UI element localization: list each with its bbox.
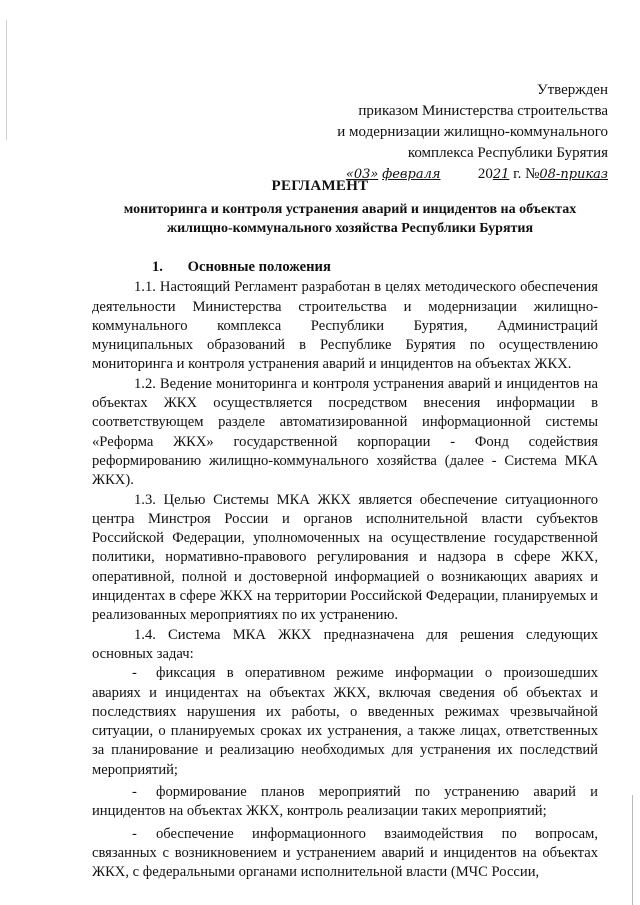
list-dash: -: [132, 825, 137, 842]
approval-line: приказом Министерства строительства: [358, 103, 608, 119]
approval-stamp-block: [337, 80, 608, 185]
paragraph: 1.2. Ведение мониторинга и контроля устранения аварий и инцидентов на объектах ЖКХ осуществляется посредством внесения информации в соответствующем разделе автоматизированной информационной системы «Реформа ЖКХ» государственной корпорации - Фонд содействия реформированию жилищно-коммунального хозяйства (далее - Система МКА ЖКХ).: [92, 375, 598, 489]
list-item-text: формирование планов мероприятий по устранению аварий и инцидентов на объектах ЖКХ, контроль реализации таких мероприятий;: [92, 784, 598, 820]
approval-date-day: «03»: [345, 167, 379, 182]
document-title: РЕГЛАМЕНТ: [271, 178, 369, 194]
approval-line: и модернизации жилищно-коммунального: [337, 124, 608, 140]
list-item: [92, 783, 598, 822]
scan-edge-mark: [632, 795, 633, 905]
document-subtitle-line: жилищно-коммунального хозяйства Республики Бурятия: [166, 221, 534, 236]
list-item-text: фиксация в оперативном режиме информации о произошедших авариях и инцидентах на объектах ЖКХ, включая сведения об объектах и последствиях нарушения их работы, о введенных режимах чрезвычайной ситуации, о планируемых сроках их устранения, а также лицах, ответственных за планирование и реализацию необходимых для устранения их последствий мероприятий;: [92, 665, 598, 778]
approval-line: комплекса Республики Бурятия: [407, 145, 608, 161]
paragraph: 1.1. Настоящий Регламент разработан в целях методического обеспечения деятельности Министерства строительства и модернизации жилищно-коммунального комплекса Республики Бурятия, Администраций муниципальных образований в Республике Бурятия по осуществлению мониторинга и контроля устранения аварий и инцидентов на объектах ЖКХ.: [92, 279, 598, 373]
list-item: [92, 825, 598, 883]
approval-line: Утвержден: [536, 82, 608, 98]
section-number: 1.: [152, 259, 163, 275]
approval-date-year-prefix: 20: [477, 166, 493, 182]
approval-number-label: №: [525, 166, 540, 182]
document-subtitle: [90, 200, 610, 238]
list-item: [92, 664, 598, 780]
scan-edge-mark: [6, 20, 7, 140]
list-item-text: обеспечение информационного взаимодействия по вопросам, связанных с возникновением и устранением аварий и инцидентов на объектах ЖКХ, с федеральными органами исполнительной власти (МЧС России,: [92, 825, 598, 881]
approval-date-year-suffix: 21: [492, 167, 510, 182]
list-dash: -: [132, 665, 137, 682]
section-heading: [92, 258, 598, 277]
approval-date-year-unit: г.: [513, 166, 522, 182]
approval-date-month: февраля: [382, 167, 441, 182]
approval-number-value: 08-приказ: [539, 167, 608, 182]
document-body: [92, 258, 598, 886]
paragraph: 1.3. Целью Системы МКА ЖКХ является обеспечение ситуационного центра Минстроя России и органов исполнительной власти субъектов Российской Федерации, уполномоченных на осуществление государственной политики, нормативно-правового регулирования и надзора в сфере ЖКХ, оперативной, полной и достоверной информацией о возникающих авариях и инцидентах в сфере ЖКХ на территории Российской Федерации, планируемых и реализованных мероприятиях по их устранению.: [92, 491, 598, 624]
section-title: Основные положения: [187, 259, 331, 275]
document-subtitle-line: мониторинга и контроля устранения аварий и инцидентов на объектах: [123, 202, 577, 217]
list-dash: -: [132, 784, 137, 801]
paragraph: 1.4. Система МКА ЖКХ предназначена для решения следующих основных задач:: [92, 626, 598, 662]
